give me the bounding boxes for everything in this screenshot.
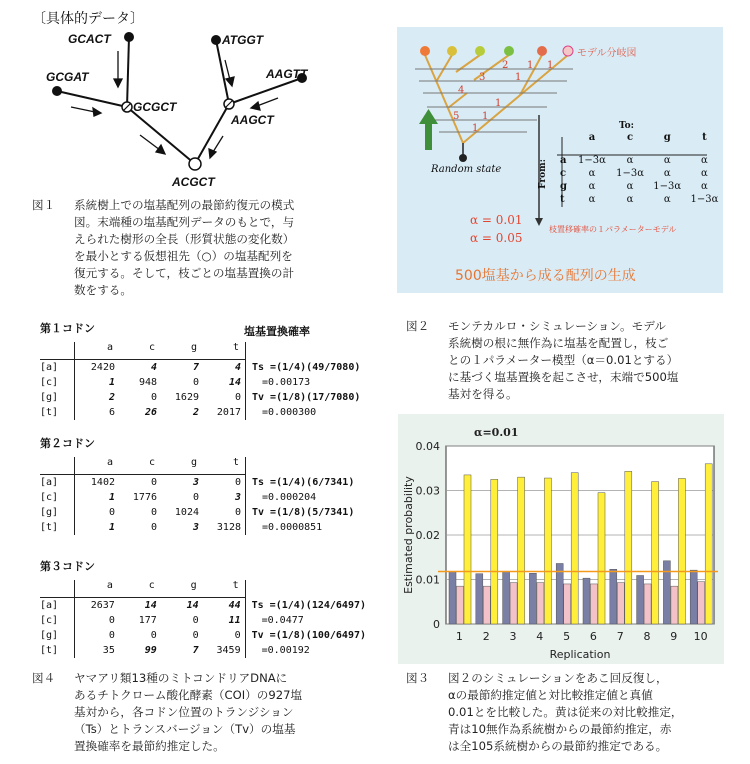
table-row [40,360,364,376]
table-cell: 99 [144,645,157,656]
y-tick-label: 0.03 [415,484,440,498]
codon-title: 第２コドン [40,437,95,450]
x-tick-label: 4 [536,630,544,643]
mat-cell: α [663,168,671,179]
fig3-caption-line: 0.01とを比較した。黄は従来の対比較推定， [448,705,683,719]
bar-pairwise [652,482,659,624]
sim-footer: 500塩基から成る配列の生成 [455,268,636,284]
branch-num: 1 [527,60,534,71]
table-row [40,475,358,491]
bar-full-tree [449,571,456,624]
fig3-caption-line: は全105系統樹からの最節約推定である。 [448,739,668,753]
table-cell: 0 [203,390,246,405]
table-row [40,490,358,505]
table-cell: 35 [102,645,115,656]
bar-full-tree [690,570,697,624]
bar-pairwise [678,478,685,624]
fig2-number: 図２ [406,319,430,333]
rate-equation: =0.000300 [262,407,317,418]
table-cell: 3128 [203,520,246,535]
table-cell: 1 [108,492,115,503]
fig2-caption [406,318,736,408]
row-label: [t] [40,643,74,658]
bar-pairwise [544,478,551,624]
x-tick-label: 5 [563,630,571,643]
x-tick-label: 8 [643,630,651,643]
table-row [40,390,364,405]
col-header: a [106,580,113,591]
node-label-atggt: ATGGT [222,33,264,47]
table-cell: 4 [119,360,161,376]
fig4-caption-line: 置換確率を最節約推定した。 [74,739,225,753]
branch-num: 2 [502,60,509,71]
node-label-gcgct: GCGCT [133,100,177,114]
codon-block [40,435,358,535]
bar-pairwise [518,477,525,624]
rate-equation: Tv =(1/8)(5/7341) [252,507,355,518]
mat-cell: 1−3α [616,168,644,179]
table-cell: 0 [192,492,199,503]
mat-cell: α [663,155,671,166]
col-header: c [148,342,155,353]
bar-pairwise [625,471,632,624]
branch-num: 4 [458,85,465,96]
table-cell: 0 [108,630,115,641]
fig3-caption [406,670,736,760]
branch-num: 5 [453,111,460,122]
table-cell: 11 [203,613,245,628]
tip-node [475,46,485,56]
fig1-caption-line: 図。末端種の塩基配列データのもとで，与 [74,215,295,229]
fig1-caption-line: 数をする。 [74,283,132,297]
table-cell: 0 [150,392,157,403]
x-tick-label: 7 [616,630,624,643]
fig2-caption-line: モンテカルロ・シミュレーション。モデル [448,319,666,333]
rate-equation: =0.000204 [262,492,317,503]
col-header: g [190,580,197,591]
x-tick-label: 2 [482,630,490,643]
fig2-caption-line: 基対を得る。 [448,387,518,401]
rate-equation: =0.00192 [261,645,310,656]
col-header: a [106,342,113,353]
substitution-table [40,342,364,420]
mat-cell: α [588,168,596,179]
leaf-node [124,32,134,42]
row-label: [a] [40,360,75,376]
mat-cell: α [701,181,708,192]
table-row [40,628,370,643]
rate-equation: =0.00173 [262,377,311,388]
bar-random-tree [698,582,705,624]
table-cell: 3 [161,475,203,491]
root-ancestor-node [189,158,201,170]
alpha-005: α = 0.05 [470,231,523,245]
x-tick-label: 3 [509,630,517,643]
bar-random-tree [564,584,571,624]
bar-random-tree [457,586,464,624]
row-label: [c] [40,613,74,628]
mat-cell: α [663,194,671,205]
bar-random-tree [483,586,490,624]
table-cell: 2 [192,407,199,418]
table-cell: 26 [144,407,157,418]
tip-node [447,46,457,56]
fig2-caption-line: との１パラメーター模型（α＝0.01とする） [448,353,679,367]
mat-cell: α [588,181,596,192]
codon-block [40,558,370,658]
table-cell: 0 [150,507,157,518]
bar-pairwise [705,464,712,624]
mat-cell: 1−3α [653,181,682,192]
table-cell: 177 [138,615,157,626]
col-header: a [106,457,113,468]
bar-random-tree [644,584,651,624]
x-tick-label: 9 [670,630,678,643]
table-cell: 4 [203,360,246,376]
node-label-acgct: ACGCT [172,175,215,189]
col-header: g [190,457,197,468]
table-cell: 948 [138,377,157,388]
fig2-caption-line: 系統樹の根に無作為に塩基を配置し，枝ご [448,336,669,350]
table-cell: 2637 [74,598,118,614]
rate-equation: Ts =(1/4)(49/7080) [252,361,361,373]
table-cell: 3459 [203,643,245,658]
root-node [459,154,467,162]
branch-num: 1 [495,98,502,109]
table-row [40,598,370,614]
node-label-gcact: GCACT [68,32,111,46]
bar-random-tree [537,583,544,624]
param-note: 枝置移確率の１パラメーターモデル [549,225,677,234]
table-cell: 7 [192,645,199,656]
table-cell: 14 [203,375,246,390]
mat-cell: 1−3α [578,155,606,166]
tip-node [420,46,430,56]
col-header: c [148,457,155,468]
mat-row: g [560,181,567,192]
estimate-chart [398,414,724,664]
x-tick-label: 10 [693,630,708,643]
table-row [40,643,370,658]
col-header: t [203,457,246,475]
x-axis-label: Replication [549,648,611,661]
mat-row: c [560,168,567,179]
rate-equation: =0.0477 [261,615,304,626]
row-label: [a] [40,598,74,614]
branch-num: 1 [482,111,489,122]
chart-title: α=0.01 [474,426,519,439]
green-arrow [425,122,432,150]
row-label: [g] [40,390,75,405]
fig4-caption [32,670,362,760]
table-cell: 0 [150,630,157,641]
node-label-aagtt: AAGTT [266,67,308,81]
substitution-table [40,580,370,658]
mat-col: t [702,132,707,143]
row-label: [a] [40,475,75,491]
bar-random-tree [510,583,517,624]
to-label: To: [619,121,634,131]
fig1-caption-line: 復元する。そして，枝ごとの塩基置換の計 [74,266,295,280]
simulation-panel [397,27,723,293]
rate-equation: Tv =(1/8)(17/7080) [252,392,361,403]
fig4-caption-line: 基対から，各コドン位置のトランジション [74,705,294,719]
table-row [40,505,358,520]
table-cell: 1776 [132,492,157,503]
mat-cell: α [626,194,634,205]
branch-num: 1 [515,72,522,83]
table-cell: 14 [119,598,161,614]
mat-cell: α [701,168,708,179]
branch-num: 3 [479,72,486,83]
rate-equation: Ts =(1/4)(6/7341) [252,476,355,488]
rate-equation: =0.0000851 [262,522,323,533]
row-label: [g] [40,505,75,520]
rate-header: 塩基置換確率 [244,325,310,338]
mat-col: g [663,132,671,143]
fig1-caption-line: を最小とする仮想祖先（○）の塩基配列を [74,249,293,263]
substitution-table [40,457,358,535]
mat-cell: α [588,194,596,205]
table-cell: 2 [108,392,115,403]
fig3-number: 図３ [406,671,430,685]
fig2-caption-line: に基づく塩基置換を起こさせ，末端で500塩 [448,370,679,384]
transition-matrix [559,131,723,206]
fig3-caption-line: αの最節約推定値と対比較推定値と真値 [448,688,653,702]
row-label: [c] [40,490,75,505]
bar-pairwise [571,473,578,624]
table-cell: 1629 [174,392,199,403]
table-cell: 1024 [174,507,199,518]
fig1-caption-line: 系統樹上での塩基配列の最節約復元の模式 [74,198,295,212]
table-cell: 0 [203,475,246,491]
random-state-label: Random state [431,164,502,175]
table-cell: 3 [192,522,199,533]
bar-random-tree [591,584,598,624]
tip-node [504,46,514,56]
table-cell: 1402 [75,475,120,491]
table-cell: 1 [108,522,115,533]
table-row [40,520,358,535]
bar-pairwise [598,493,605,624]
row-label: [c] [40,375,75,390]
table-cell: 3 [203,490,246,505]
col-header: c [148,580,155,591]
mat-cell: α [626,155,634,166]
mat-col: a [588,132,596,143]
mat-col: c [626,132,634,143]
table-cell: 2420 [75,360,120,376]
model-label: モデル分岐図 [577,48,637,59]
y-tick-label: 0 [433,618,440,631]
fig1-caption [32,197,362,307]
fig1-number: 図１ [32,198,56,212]
x-tick-label: 6 [589,630,597,643]
bar-full-tree [503,571,510,624]
y-tick-label: 0.04 [415,440,440,453]
col-header: g [190,342,197,353]
rate-equation: Ts =(1/4)(124/6497) [251,599,366,611]
table-cell: 0 [108,615,115,626]
table-cell: 0 [203,628,245,643]
table-cell: 14 [161,598,203,614]
table-cell: 0 [203,505,246,520]
table-cell: 1 [108,377,115,388]
table-cell: 6 [108,407,115,418]
node-label-aagct: AAGCT [231,113,274,127]
bar-random-tree [617,583,624,624]
table-row [40,375,364,390]
col-header: t [203,580,245,598]
y-tick-label: 0.02 [415,529,440,542]
alpha-001: α = 0.01 [470,213,523,227]
bar-pairwise [464,475,471,624]
bar-full-tree [583,578,590,624]
table-cell: 0 [150,522,157,533]
fig4-caption-line: （Ts）とトランスバージョン（Tv）の塩基 [74,722,296,736]
fig3-caption-line: 青は10無作為系統樹からの最節約推定，赤 [448,722,672,736]
y-tick-label: 0.01 [415,573,440,587]
fig4-caption-line: あるチトクローム酸化酵素（COI）の927塩 [74,688,303,702]
mat-cell: 1−3α [690,194,719,205]
table-cell: 0 [192,630,199,641]
table-cell: 7 [161,360,203,376]
mat-cell: α [701,155,708,166]
section-title: 〔具体的データ〕 [32,11,144,27]
branch-num: 1 [472,123,479,134]
bar-pairwise [491,479,498,624]
fig1-caption-line: えられた樹形の全長（形質状態の変化数） [74,232,295,246]
codon-title: 第１コドン [40,322,95,335]
bar-full-tree [663,561,670,624]
row-label: [t] [40,405,75,420]
fig4-number: 図４ [32,671,56,685]
table-cell: 0 [119,475,161,491]
codon-block [40,320,364,420]
x-tick-label: 1 [455,630,463,643]
fig3-caption-line: 図２のシミュレーションをあこ回反復し， [448,671,668,685]
row-label: [g] [40,628,74,643]
col-header: t [203,342,246,360]
bar-full-tree [556,563,563,624]
row-label: [t] [40,520,75,535]
table-cell: 0 [192,615,199,626]
table-cell: 0 [192,377,199,388]
y-axis-label: Estimated probability [402,476,415,594]
rate-equation: Tv =(1/8)(100/6497) [251,630,366,641]
table-cell: 2017 [203,405,246,420]
tip-node [563,46,573,56]
table-row [40,405,364,420]
table-cell: 44 [203,598,245,614]
chart-panel [398,414,724,664]
bar-random-tree [671,586,678,624]
table-row [40,613,370,628]
bar-full-tree [637,575,644,624]
leaf-node [52,86,62,96]
fig4-caption-line: ヤマアリ類13種のミトコンドリアDNAに [74,671,288,685]
table-cell: 0 [108,507,115,518]
mat-cell: α [626,181,634,192]
node-label-gcgat: GCGAT [46,70,89,84]
bar-full-tree [476,574,483,624]
leaf-node [211,35,221,45]
mat-row: t [560,194,565,205]
tip-node [537,46,547,56]
mat-row: a [560,155,567,166]
codon-title: 第３コドン [40,560,95,573]
from-label: From: [538,159,548,189]
bar-full-tree [610,569,617,624]
bar-full-tree [529,573,536,624]
phylogenetic-tree [30,28,350,196]
branch-num: 1 [547,60,554,71]
